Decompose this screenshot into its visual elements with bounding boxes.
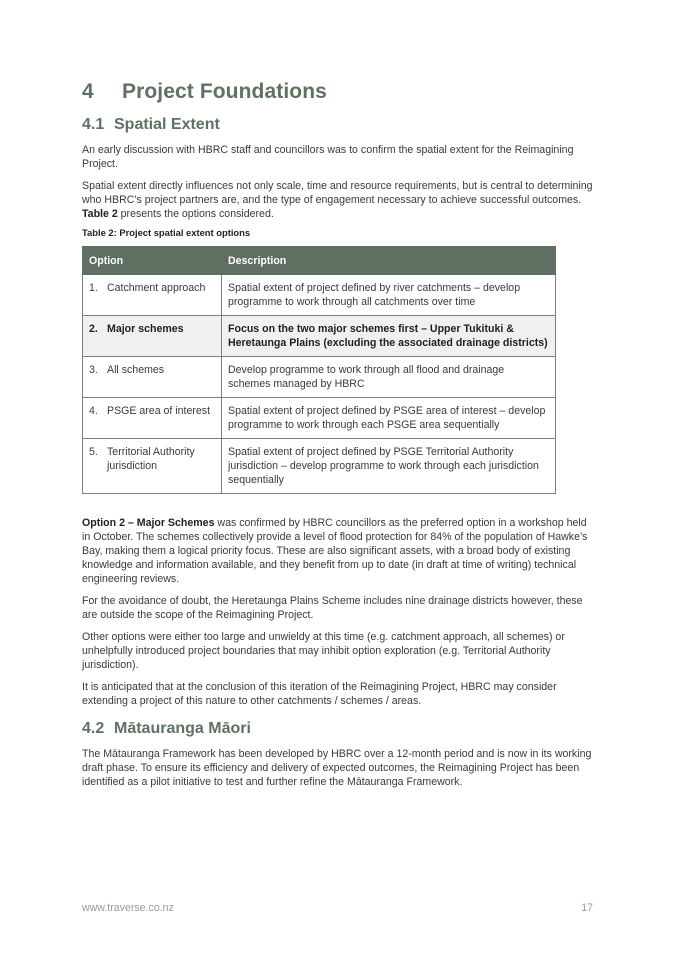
paragraph-spatial-extent	[82, 179, 594, 221]
options-table	[82, 246, 556, 494]
table-row	[83, 398, 556, 439]
table-header-row	[83, 247, 556, 275]
option-number: 4.	[89, 405, 98, 417]
option-label: Catchment approach	[107, 282, 206, 294]
description-cell: Focus on the two major schemes first – Upper Tukituki & Heretaunga Plains (excluding the associated drainage districts)	[222, 316, 556, 357]
table-reference: Table 2	[82, 208, 118, 220]
subsection-number: 4.1	[82, 116, 105, 133]
paragraph-intro: An early discussion with HBRC staff and councillors was to confirm the spatial extent for the Reimagining Project.	[82, 144, 574, 170]
table-caption: Table 2: Project spatial extent options	[82, 227, 251, 238]
table-row	[83, 439, 556, 494]
page-content	[82, 80, 594, 797]
subsection-title: Spatial Extent	[114, 116, 220, 133]
footer-url: www.traverse.co.nz	[82, 902, 174, 914]
option-number: 5.	[89, 446, 98, 458]
option-label: Major schemes	[107, 323, 184, 335]
table-row-highlighted	[83, 316, 556, 357]
option-cell	[83, 316, 222, 357]
option-cell	[83, 439, 222, 494]
paragraph-other-options: Other options were either too large and unwieldy at this time (e.g. catchment approach, all schemes) or unhelpfully introduced project boundaries that may inhibit option exploration (e.g. Territorial Authority jurisdiction).	[82, 631, 565, 671]
option-number: 1.	[89, 282, 98, 294]
option-number: 3.	[89, 364, 98, 376]
option-number: 2.	[89, 323, 98, 335]
option-label: Territorial Authority jurisdiction	[107, 446, 195, 472]
option-cell	[83, 275, 222, 316]
subsection-heading-spatial-extent	[82, 116, 594, 134]
paragraph-heretaunga: For the avoidance of doubt, the Heretaunga Plains Scheme includes nine drainage districts however, these are outside the scope of the Reimagining Project.	[82, 595, 583, 621]
paragraph-text: was confirmed by HBRC councillors as the preferred option in a workshop held in October. The schemes collectively provide a level of flood protection for 84% of the population of Hawke’s Bay, making them a logical priority focus. These are also significant assets, with a broad body of existing knowledge and information available, and they benefit from up to date (in draft at time of writing) technical engineering reviews.	[82, 517, 588, 585]
description-cell: Spatial extent of project defined by river catchments – develop programme to work through all catchments over time	[222, 275, 556, 316]
paragraph-tail: presents the options considered.	[117, 208, 274, 220]
subsection-number: 4.2	[82, 720, 105, 737]
table-row	[83, 357, 556, 398]
description-cell: Spatial extent of project defined by PSGE area of interest – develop programme to work through each PSGE area sequentially	[222, 398, 556, 439]
option-cell	[83, 357, 222, 398]
description-cell: Develop programme to work through all flood and drainage schemes managed by HBRC	[222, 357, 556, 398]
option-label: PSGE area of interest	[107, 405, 211, 417]
subsection-title: Mātauranga Māori	[114, 720, 251, 737]
paragraph-option-2	[82, 516, 594, 586]
page-number: 17	[581, 902, 593, 914]
section-title: Project Foundations	[122, 80, 327, 103]
section-heading	[82, 80, 594, 104]
option-label: All schemes	[107, 364, 165, 376]
paragraph-text: Spatial extent directly influences not only scale, time and resource requirements, but is central to determining who HBRC’s project partners are, and the type of engagement necessary to achieve successful outcomes.	[82, 180, 593, 206]
header-option: Option	[83, 247, 222, 275]
subsection-heading-matauranga	[82, 720, 594, 738]
option-cell	[83, 398, 222, 439]
header-description: Description	[222, 247, 556, 275]
section-number: 4	[82, 80, 94, 103]
paragraph-matauranga: The Mātauranga Framework has been developed by HBRC over a 12-month period and is now in its working draft phase. To ensure its efficiency and delivery of expected outcomes, the Reimagining Project has been identified as a pilot initiative to test and further refine the Mātauranga Framework.	[82, 748, 592, 788]
paragraph-anticipated: It is anticipated that at the conclusion of this iteration of the Reimagining Project, HBRC may consider extending a project of this nature to other catchments / schemes / areas.	[82, 681, 557, 707]
table-row	[83, 275, 556, 316]
description-cell: Spatial extent of project defined by PSGE Territorial Authority jurisdiction – develop programme to work through each jurisdiction sequentially	[222, 439, 556, 494]
option-2-label: Option 2 – Major Schemes	[82, 517, 215, 529]
